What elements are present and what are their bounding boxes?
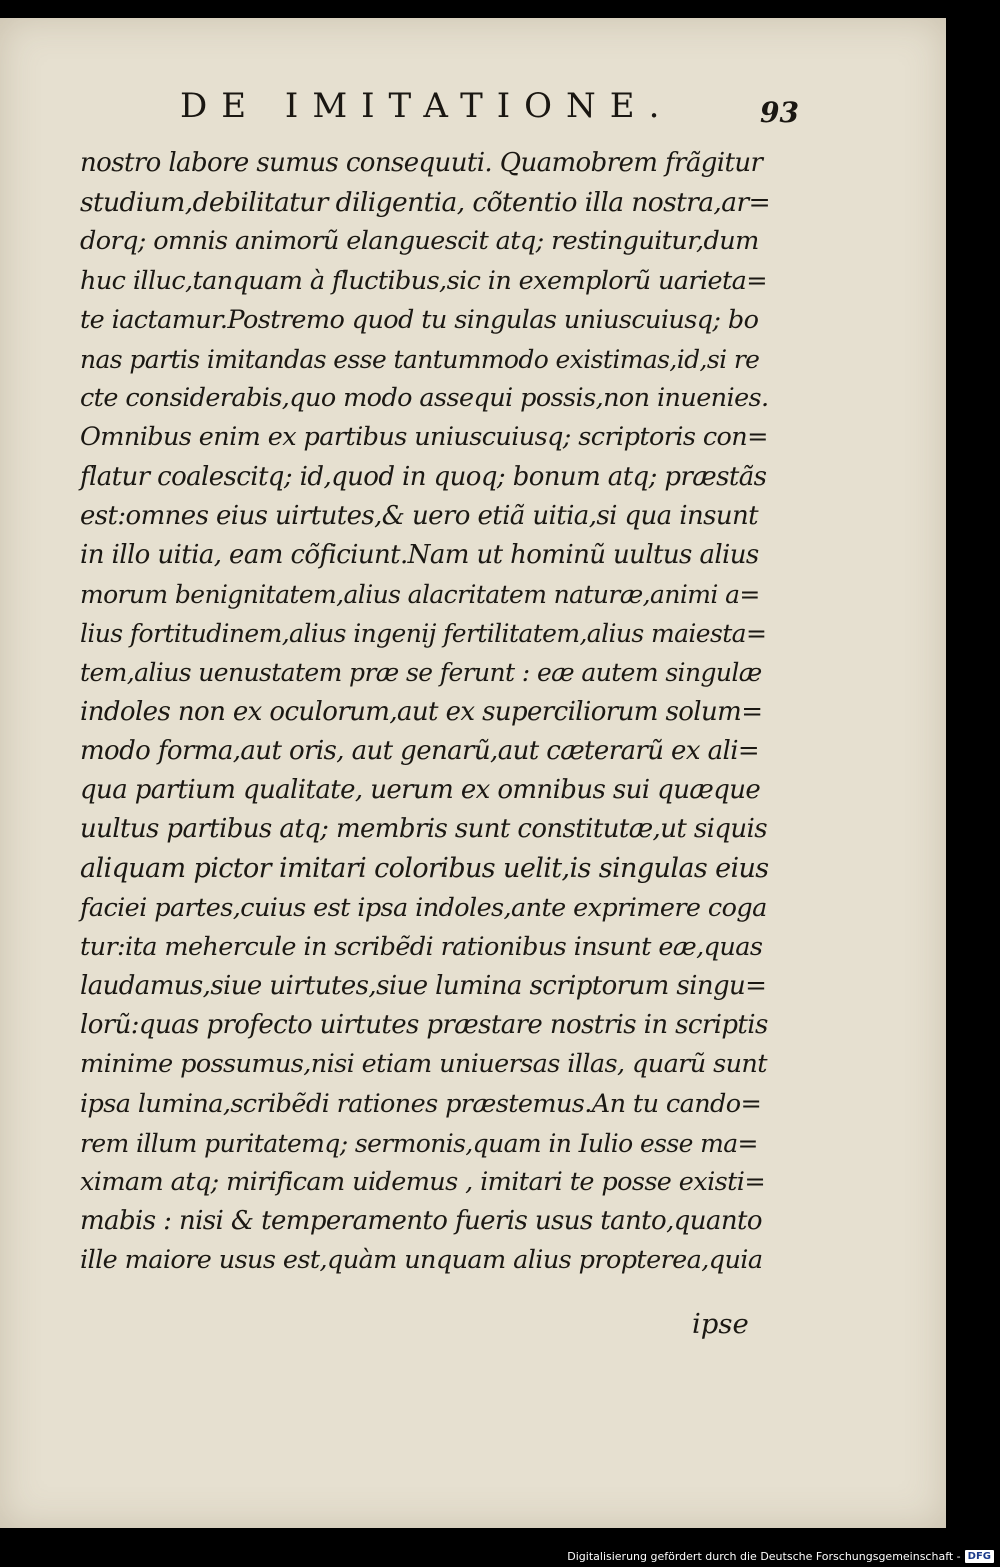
text-line: indoles non ex oculorum,aut ex superciliorum solum= [80, 696, 763, 727]
running-head: DE IMITATIONE. [180, 86, 674, 126]
text-line: faciei partes,cuius est ipsa indoles,ante exprimere coga [80, 892, 767, 923]
text-line: flatur coalescitq; id,quod in quoq; bonum atq; præstãs [80, 461, 767, 492]
text-line: qua partium qualitate, uerum ex omnibus sui quæque [80, 775, 761, 805]
text-line: ximam atq; mirificam uidemus , imitari te posse existi= [80, 1166, 766, 1197]
text-line: tem,alius uenustatem præ se ferunt : eæ autem singulæ [80, 658, 762, 688]
footer-credit [567, 1550, 994, 1563]
book-page [0, 18, 946, 1528]
text-line: mabis : nisi & temperamento fueris usus tanto,quanto [80, 1206, 762, 1237]
text-line: studium,debilitatur diligentia, cõtentio illa nostra,ar= [80, 187, 771, 219]
text-line: ille maiore usus est,quàm unquam alius propterea,quia [80, 1245, 763, 1276]
text-line: dorq; omnis animorũ elanguescit atq; restinguitur,dum [80, 226, 759, 257]
dfg-logo: DFG [965, 1550, 994, 1563]
page-number: 93 [760, 96, 799, 129]
text-line: est:omnes eius uirtutes,& uero etiã uitia,si qua insunt [80, 500, 758, 531]
text-line: morum benignitatem,alius alacritatem naturæ,animi a= [80, 580, 760, 610]
text-line: lorũ:quas profecto uirtutes præstare nostris in scriptis [80, 1010, 768, 1041]
text-block [80, 144, 770, 1280]
text-line: in illo uitia, eam cõficiunt.Nam ut hominũ uultus alius [80, 539, 759, 570]
text-line: uultus partibus atq; membris sunt constitutæ,ut siquis [80, 814, 767, 845]
text-line: tur:ita mehercule in scribẽdi rationibus insunt eæ,quas [80, 931, 763, 962]
text-line: nostro labore sumus consequuti. Quamobrem frãgitur [80, 148, 763, 178]
catchword: ipse [692, 1308, 749, 1340]
text-line: modo forma,aut oris, aut genarũ,aut cæterarũ ex ali= [80, 735, 760, 766]
funding-credit-text: Digitalisierung gefördert durch die Deutsche Forschungsgemeinschaft - [567, 1550, 961, 1563]
text-line: te iactamur.Postremo quod tu singulas uniuscuiusq; bo [80, 304, 759, 335]
text-line: nas partis imitandas esse tantummodo existimas,id,si re [80, 344, 760, 374]
text-line: minime possumus,nisi etiam uniuersas illas, quarũ sunt [80, 1049, 767, 1080]
text-line: aliquam pictor imitari coloribus uelit,is singulas eius [80, 853, 769, 885]
text-line: cte considerabis,quo modo assequi possis,non inuenies. [80, 383, 769, 414]
text-line: laudamus,siue uirtutes,siue lumina scriptorum singu= [80, 970, 767, 1001]
text-line: huc illuc,tanquam à fluctibus,sic in exemplorũ uarieta= [80, 265, 768, 296]
text-line: lius fortitudinem,alius ingenij fertilitatem,alius maiesta= [80, 619, 767, 649]
text-line: ipsa lumina,scribẽdi rationes præstemus.An tu cando= [80, 1088, 762, 1119]
text-line: rem illum puritatemq; sermonis,quam in Iulio esse ma= [80, 1128, 758, 1158]
text-line: Omnibus enim ex partibus uniuscuiusq; scriptoris con= [80, 422, 768, 453]
